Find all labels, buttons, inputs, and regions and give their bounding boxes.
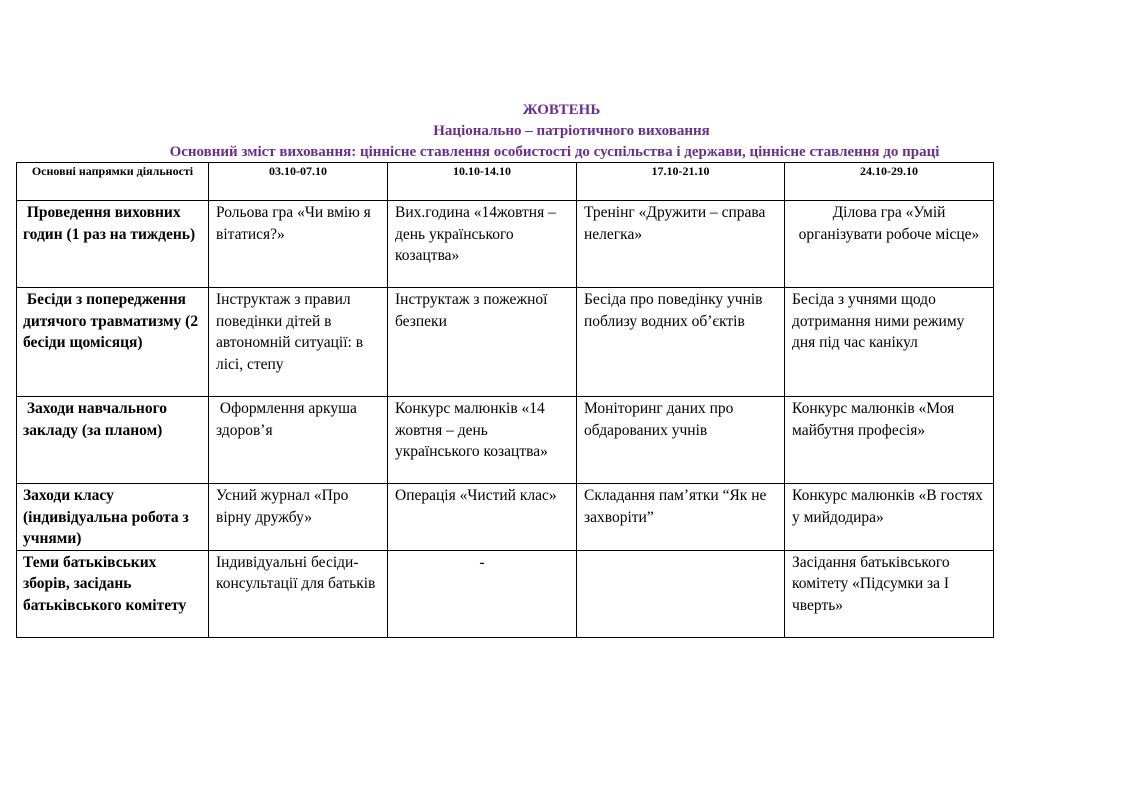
header-week-1: 03.10-07.10 [209, 163, 388, 201]
table-row [17, 397, 994, 484]
education-content-title: Основний зміст виховання: ціннісне ставлення особистості до суспільства і держави, ціннісне ставлення до праці [169, 144, 940, 160]
education-direction-title: Національно – патріотичного виховання [433, 123, 710, 139]
row-label-class-events: Заходи класу (індивідуальна робота з учнями) [17, 484, 209, 551]
monthly-plan-table [16, 162, 994, 638]
table-cell: Вих.година «14жовтня – день українського козацтва» [388, 201, 577, 288]
header-week-4: 24.10-29.10 [785, 163, 994, 201]
table-cell: Тренінг «Дружити – справа нелегка» [577, 201, 785, 288]
row-label-injury-prevention: Бесіди з попередження дитячого травматизму (2 бесіди щомісяця) [17, 288, 209, 397]
table-cell: Бесіда з учнями щодо дотримання ними режиму дня під час канікул [785, 288, 994, 397]
table-cell: Ділова гра «Умій організувати робоче місце» [785, 201, 994, 288]
header-activity-directions: Основні напрямки діяльності [17, 163, 209, 201]
table-cell: Операція «Чистий клас» [388, 484, 577, 551]
header-week-2: 10.10-14.10 [388, 163, 577, 201]
table-cell-empty [577, 550, 785, 637]
table-row [17, 288, 994, 397]
table-row [17, 201, 994, 288]
table-cell: Оформлення аркуша здоров’я [209, 397, 388, 484]
table-header-row [17, 163, 994, 201]
table-cell: Рольова гра «Чи вмію я вітатися?» [209, 201, 388, 288]
page-headings [0, 100, 1123, 163]
table-cell: Бесіда про поведінку учнів поблизу водних об’єктів [577, 288, 785, 397]
header-week-3: 17.10-21.10 [577, 163, 785, 201]
row-label-class-hours: Проведення виховних годин (1 раз на тиждень) [17, 201, 209, 288]
table-cell: Інструктаж з пожежної безпеки [388, 288, 577, 397]
table-cell: Індивідуальні бесіди-консультації для батьків [209, 550, 388, 637]
table-row [17, 484, 994, 551]
table-cell: Конкурс малюнків «Моя майбутня професія» [785, 397, 994, 484]
row-label-parent-meetings: Теми батьківських зборів, засідань батьківського комітету [17, 550, 209, 637]
table-row [17, 550, 994, 637]
table-cell: Складання пам’ятки “Як не захворіти” [577, 484, 785, 551]
table-cell: Конкурс малюнків «В гостях у мийдодира» [785, 484, 994, 551]
table-cell: Засідання батьківського комітету «Підсумки за І чверть» [785, 550, 994, 637]
month-title: ЖОВТЕНЬ [522, 102, 601, 118]
row-label-school-events: Заходи навчального закладу (за планом) [17, 397, 209, 484]
table-cell: Інструктаж з правил поведінки дітей в автономній ситуації: в лісі, степу [209, 288, 388, 397]
table-cell: Усний журнал «Про вірну дружбу» [209, 484, 388, 551]
table-cell-dash: - [388, 550, 577, 637]
table-cell: Моніторинг даних про обдарованих учнів [577, 397, 785, 484]
table-cell: Конкурс малюнків «14 жовтня – день українського козацтва» [388, 397, 577, 484]
